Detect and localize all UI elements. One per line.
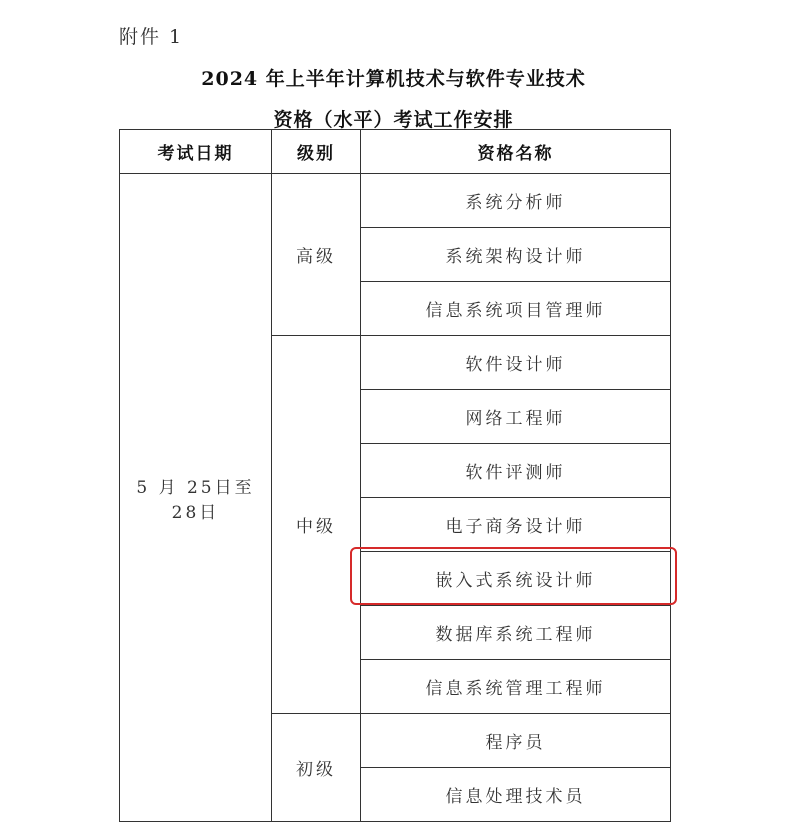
level-intermediate: 中级 [272,336,361,714]
qualification-cell-highlighted: 嵌入式系统设计师 [361,552,671,606]
table-row [120,174,671,228]
qualification-cell: 程序员 [361,714,671,768]
qualification-cell: 信息系统管理工程师 [361,660,671,714]
qualification-cell: 软件评测师 [361,444,671,498]
qualification-cell: 信息处理技术员 [361,768,671,822]
document-title-line-1: 2024 年上半年计算机技术与软件专业技术 [201,68,586,90]
exam-date-cell: 5 月 25日至 28日 [120,174,272,822]
header-qualification: 资格名称 [361,130,671,174]
level-senior: 高级 [272,174,361,336]
table-header-row [120,130,671,174]
header-exam-date: 考试日期 [120,130,272,174]
qualification-cell: 系统架构设计师 [361,228,671,282]
level-junior: 初级 [272,714,361,822]
exam-schedule-table [119,129,671,822]
qualification-cell: 信息系统项目管理师 [361,282,671,336]
qualification-cell: 系统分析师 [361,174,671,228]
qualification-cell: 网络工程师 [361,390,671,444]
header-level: 级别 [272,130,361,174]
attachment-label: 附件 1 [119,26,184,48]
document-title-line-2: 资格（水平）考试工作安排 [273,109,514,131]
qualification-cell: 数据库系统工程师 [361,606,671,660]
qualification-cell: 软件设计师 [361,336,671,390]
qualification-cell: 电子商务设计师 [361,498,671,552]
